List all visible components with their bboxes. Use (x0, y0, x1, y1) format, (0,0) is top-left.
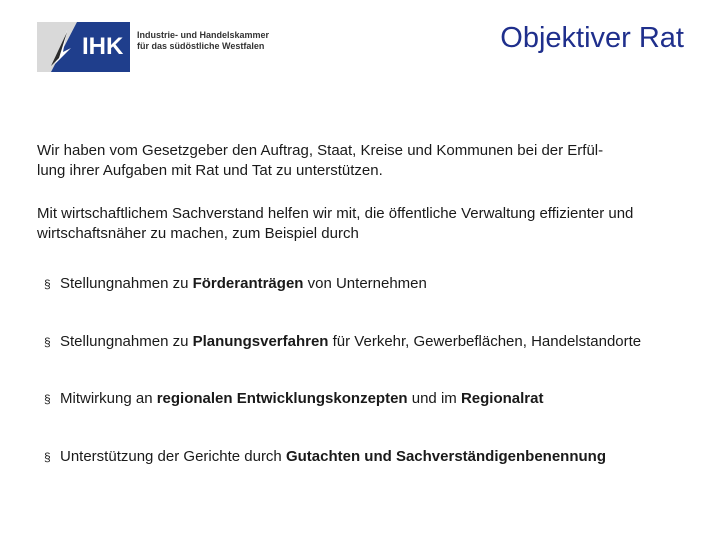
logo-caption (137, 30, 269, 52)
intro-paragraph-line1: Wir haben vom Gesetzgeber den Auftrag, Staat, Kreise und Kommunen bei der Erfül- (37, 142, 604, 159)
list-item-text: Stellungnahmen zu (60, 275, 193, 292)
support-paragraph (37, 204, 687, 244)
list-item-emphasis: Förderanträgen (192, 275, 304, 292)
list-item (44, 447, 704, 467)
list-item-emphasis-2: Regionalrat (460, 390, 544, 407)
ihk-logo (37, 22, 130, 72)
list-item-text-end: von Unternehmen (303, 275, 427, 292)
list-item-text-end: für Verkehr, Gewerbeflächen, Handelstandorte (328, 333, 642, 350)
support-paragraph-line2: wirtschaftsnäher zu machen, zum Beispiel durch (37, 225, 359, 242)
logo-caption-line1: Industrie- und Handelskammer (137, 30, 270, 40)
bullet-marker-icon: § (44, 450, 51, 464)
list-item-text: Stellungnahmen zu (60, 333, 193, 350)
list-item-emphasis: Gutachten und Sachverständigenbenennung (285, 448, 606, 465)
intro-paragraph (37, 141, 687, 181)
slide-title: Objektiver Rat (500, 22, 684, 54)
list-item (44, 274, 704, 294)
bullet-marker-icon: § (44, 392, 51, 406)
bullet-marker-icon: § (44, 277, 51, 291)
list-item-text: Mitwirkung an (60, 390, 157, 407)
logo-caption-line2: für das südöstliche Westfalen (137, 41, 265, 51)
intro-paragraph-line2: lung ihrer Aufgaben mit Rat und Tat zu unterstützen. (37, 162, 383, 179)
list-item-text: Unterstützung der Gerichte durch (60, 448, 286, 465)
list-item-emphasis: Planungsverfahren (192, 333, 329, 350)
list-item-text-mid: und im (407, 390, 461, 407)
list-item (44, 389, 704, 409)
logo-brand-text: IHK (82, 33, 124, 60)
list-item-emphasis: regionalen Entwicklungskonzepten (156, 390, 408, 407)
support-paragraph-line1: Mit wirtschaftlichem Sachverstand helfen wir mit, die öffentliche Verwaltung effizienter und (37, 205, 634, 222)
list-item (44, 332, 704, 352)
bullet-marker-icon: § (44, 335, 51, 349)
